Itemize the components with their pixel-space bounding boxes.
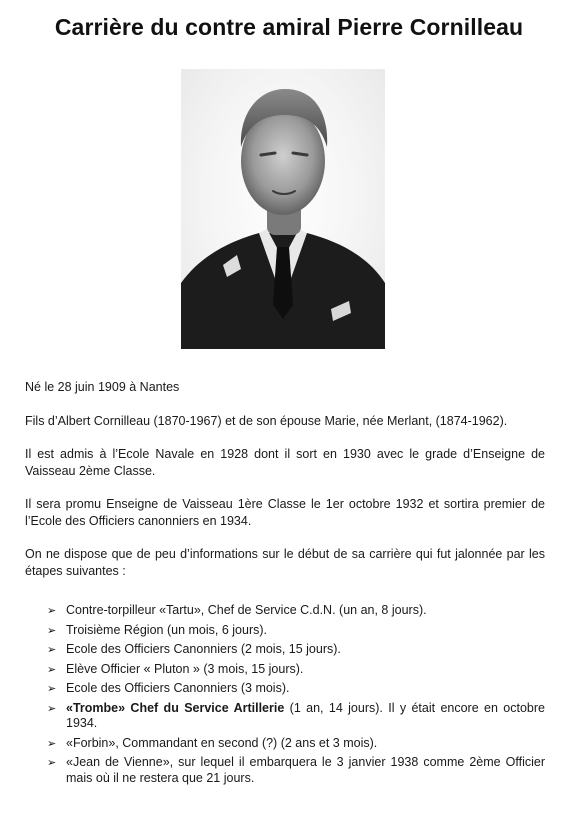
list-item [25,736,545,752]
step-text: Contre-torpilleur «Tartu», Chef de Service C.d.N. (un an, 8 jours). [66,603,427,617]
step-text: «Jean de Vienne», sur lequel il embarquera le 3 janvier 1938 comme 2ème Officier mais où il ne restera que 21 jours. [66,755,545,785]
list-item [25,623,545,639]
step-highlight: «Trombe» Chef du Service Artillerie [66,700,285,715]
step-text: Ecole des Officiers Canonniers (3 mois). [66,681,290,695]
arrow-bullet-icon: ➢ [47,624,57,637]
arrow-bullet-icon: ➢ [47,644,57,656]
career-intro-paragraph: On ne dispose que de peu d’informations sur le début de sa carrière qui fut jalonnée par les étapes suivantes : [25,547,545,578]
arrow-bullet-icon: ➢ [47,757,57,769]
list-item [25,642,545,658]
step-text: Troisième Région (un mois, 6 jours). [66,622,267,637]
naval-school-paragraph: Il est admis à l’Ecole Navale en 1928 dont il sort en 1930 avec le grade d’Enseigne de Vaisseau 2ème Classe. [25,447,545,478]
arrow-bullet-icon: ➢ [47,663,57,676]
step-text: Elève Officier « Pluton » (3 mois, 15 jours). [66,661,304,676]
page-title: Carrière du contre amiral Pierre Cornilleau [54,14,524,40]
parents-paragraph: Fils d’Albert Cornilleau (1870-1967) et de son épouse Marie, née Merlant, (1874-1962). [25,413,508,428]
document-body [25,379,545,790]
career-steps-list [25,603,545,786]
arrow-bullet-icon: ➢ [47,605,57,617]
list-item [25,681,545,697]
promotion-paragraph: Il sera promu Enseigne de Vaisseau 1ère Classe le 1er octobre 1932 et sortira premier de l’Ecole des Officiers canonniers en 1934. [25,497,545,528]
step-text: (1 an, 14 jours). Il y était encore en octobre 1934. [66,700,545,730]
arrow-bullet-icon: ➢ [47,702,57,715]
portrait-photo [181,69,385,349]
list-item [25,662,545,678]
list-item [25,701,545,732]
arrow-bullet-icon: ➢ [47,737,57,750]
arrow-bullet-icon: ➢ [47,683,57,695]
birth-paragraph: Né le 28 juin 1909 à Nantes [25,380,180,394]
step-text: «Forbin», Commandant en second (?) (2 ans et 3 mois). [66,735,378,750]
list-item [25,603,545,619]
step-text: Ecole des Officiers Canonniers (2 mois, 15 jours). [66,642,341,656]
list-item [25,755,545,786]
